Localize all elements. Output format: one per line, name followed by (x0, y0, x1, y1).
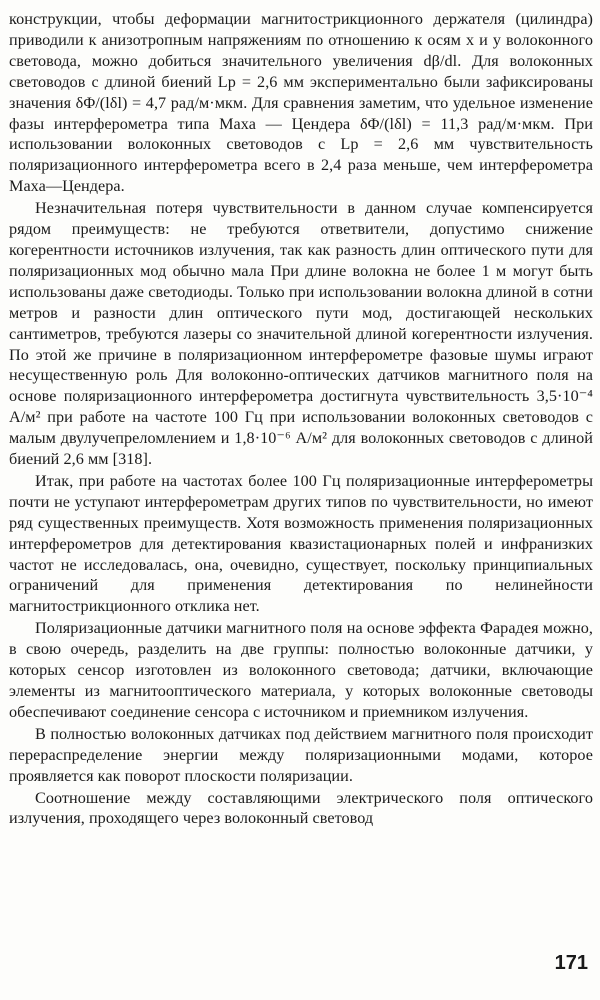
paragraph-4: Поляризационные датчики магнитного поля на основе эффекта Фарадея можно, в свою очередь, разделить на две группы: полностью волоконные датчики, у которых сенсор изготовлен из волоконного световода; датчики, включающие элементы из магнитооптического материала, у которых волоконные световоды обеспечивают соединение сенсора с источником и приемником излучения. (9, 619, 593, 721)
paragraph-5: В полностью волоконных датчиках под действием магнитного поля происходит перераспределение энергии между поляризационными модами, которое проявляется как поворот плоскости поляризации. (9, 724, 593, 785)
body-text (9, 9, 593, 829)
paragraph-6: Соотношение между составляющими электрического поля оптического излучения, проходящего через волоконный световод (9, 788, 593, 828)
paragraph-2: Незначительная потеря чувствительности в данном случае компенсируется рядом преимуществ: не требуются ответвители, допустимо снижение когерентности источников излучения, так как разность длин оптического пути для поляризационных мод обычно мала При длине волокна не более 1 м могут быть использованы даже светодиоды. Только при использовании волокна длиной в сотни метров и разности длин оптического пути мод, достигающей нескольких сантиметров, требуются лазеры со значительной длиной когерентности излучения. По этой же причине в поляризационном интерферометре фазовые шумы играют несущественную роль Для волоконно-оптических датчиков магнитного поля на основе поляризационного интерферометра достигнута чувствительность 3,5·10⁻⁴ А/м² при работе на частоте 100 Гц при использовании волоконных световодов с малым двулучепреломлением и 1,8·10⁻⁶ А/м² для волоконных световодов с длиной биений 2,6 мм [318]. (9, 199, 593, 469)
paragraph-3: Итак, при работе на частотах более 100 Гц поляризационные интерферометры почти не уступают интерферометрам других типов по чувствительности, но имеют ряд существенных преимуществ. Хотя возможность применения поляризационных интерферометров для детектирования квазистационарных полей и инфранизких частот не исследовалась, она, очевидно, существует, поскольку принципиальных ограничений для применения детектирования по нелинейности магнитострикционного отклика нет. (9, 471, 593, 616)
paragraph-1: конструкции, чтобы деформации магнитострикционного держателя (цилиндра) приводили к анизотропным напряжениям по отношению к осям x и y волоконного световода, можно добиться значительного увеличения dβ/dl. Для волоконных световодов с длиной биений Lp = 2,6 мм экспериментально были зафиксированы значения δΦ/(lδl) = 4,7 рад/м·мкм. Для сравнения заметим, что удельное изменение фазы интерферометра типа Маха — Цендера δΦ/(lδl) = 11,3 рад/м·мкм. При использовании волоконных световодов с Lp = 2,6 мм чувствительность поляризационного интерферометра всего в 2,4 раза меньше, чем интерферометра Маха—Цендера. (9, 10, 593, 196)
page-number: 171 (554, 952, 588, 974)
